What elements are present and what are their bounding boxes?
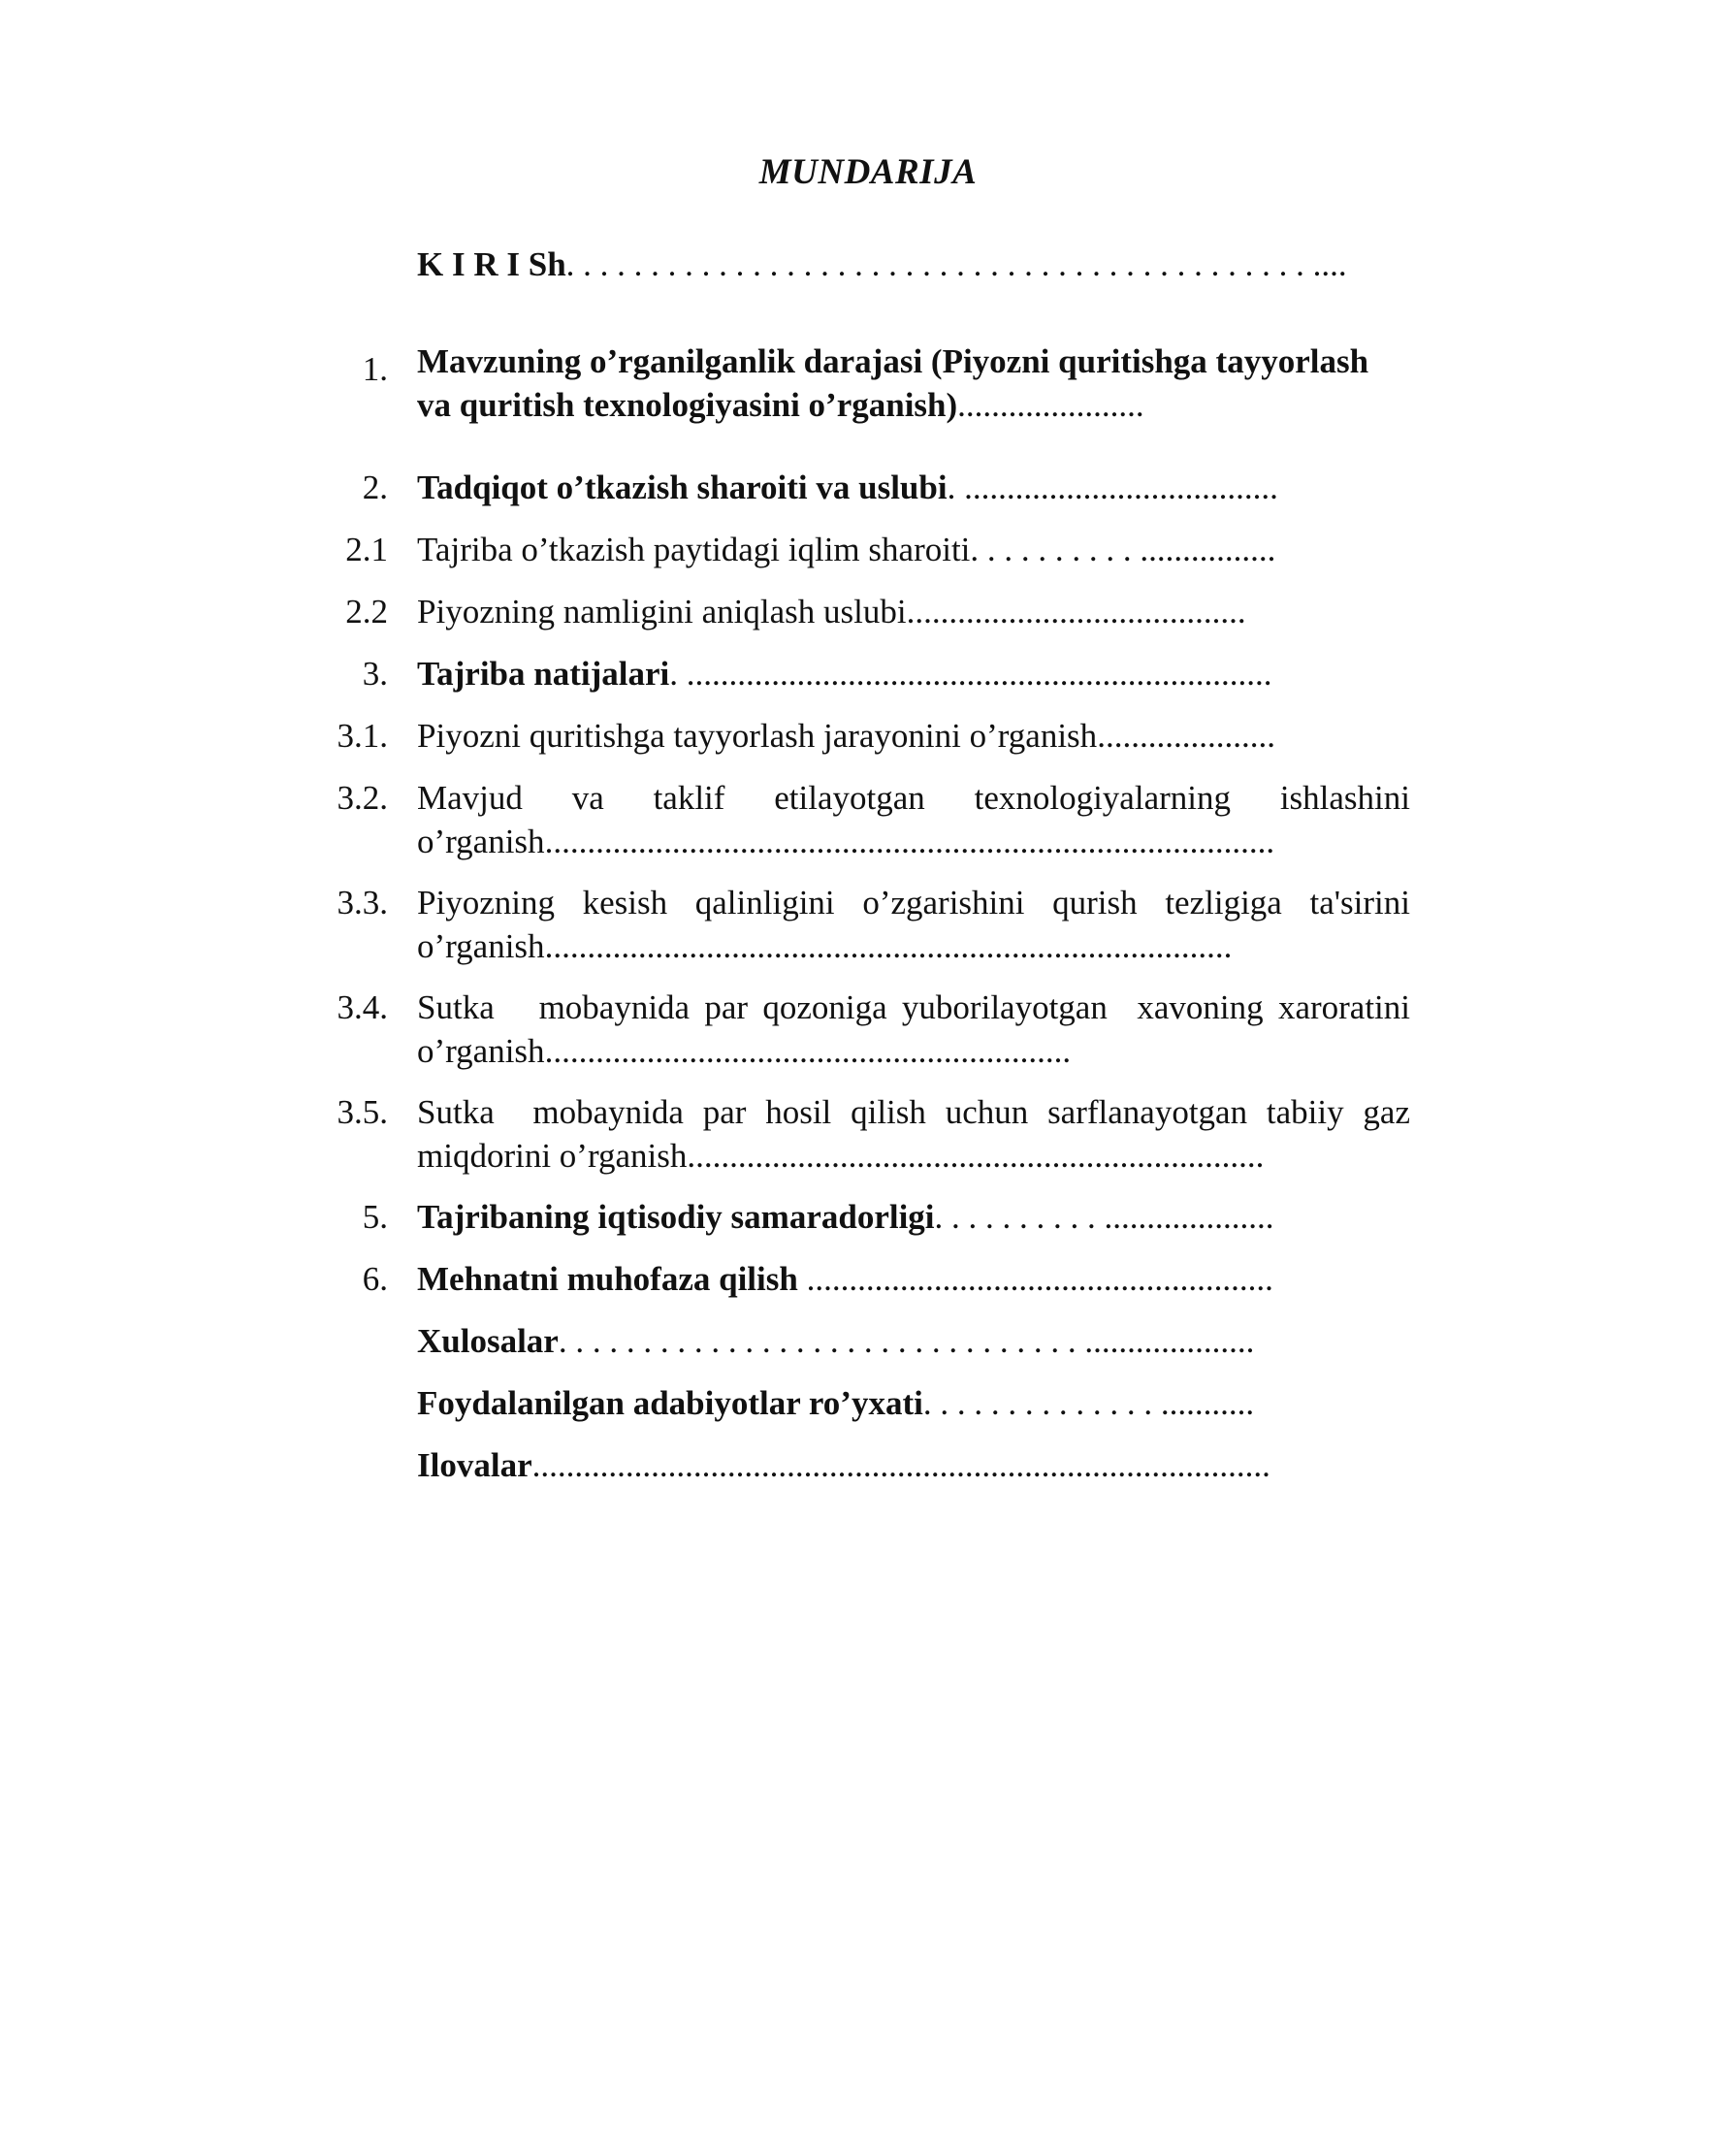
toc-entry-text	[417, 590, 1410, 633]
toc-entry-text	[417, 776, 1410, 863]
toc-entry-leader: . . . . . . . . . . . . . . ...........	[922, 1384, 1255, 1422]
toc-entry-kirish	[281, 242, 1410, 286]
toc-entry-title: Tajriba natijalari	[417, 655, 670, 693]
toc-entry-title: Sutka mobaynida par hosil qilish uchun sarflanayotgan tabiiy gaz miqdorini o’rganish	[417, 1093, 1419, 1175]
toc-entry-2-2	[281, 590, 1410, 633]
toc-entry-text	[417, 1195, 1410, 1239]
page-title: MUNDARIJA	[758, 152, 978, 192]
toc-entry-leader: .................................................................................	[544, 927, 1233, 965]
toc-entry-3-5	[281, 1090, 1419, 1178]
toc-entry-number: 5.	[362, 1198, 388, 1236]
toc-entry-3-1	[281, 714, 1410, 758]
toc-entry-leader: . . . . . . . . . . ................	[970, 531, 1276, 568]
toc-entry-leader: . .....................................................................	[669, 655, 1272, 693]
toc-entry-number: 2.1	[345, 531, 388, 568]
toc-entry-number: 3.5.	[337, 1093, 388, 1131]
toc-entry-leader: . . . . . . . . . . . . . . . . . . . . . . . . . . . . . . . . . . . . . . . . . . . . ....	[565, 245, 1347, 283]
toc-entry-text	[417, 652, 1410, 695]
toc-entry-3-4	[281, 986, 1419, 1073]
toc-entry-number: 1.	[362, 350, 388, 388]
toc-entry-number: 3.2.	[337, 779, 388, 817]
toc-entry-title: Tadqiqot o’tkazish sharoiti va uslubi	[417, 469, 948, 506]
toc-entry-title: Ilovalar	[417, 1446, 532, 1484]
toc-entry-5	[281, 1195, 1410, 1239]
toc-entry-leader: . .....................................	[947, 469, 1278, 506]
toc-entry-title: Mehnatni muhofaza qilish	[417, 1260, 798, 1298]
toc-entry-title: Tajriba o’tkazish paytidagi iqlim sharoiti	[417, 531, 971, 568]
toc-entry-leader: ....................................................................	[687, 1137, 1265, 1175]
toc-entry-leader: ........................................	[906, 593, 1246, 630]
toc-entry-ilovalar	[281, 1443, 1410, 1487]
toc-entry-number: 2.	[362, 469, 388, 506]
toc-entry-number: 2.2	[345, 593, 388, 630]
toc-entry-text	[417, 714, 1410, 758]
toc-entry-text	[417, 986, 1419, 1073]
toc-entry-1	[281, 340, 1410, 427]
toc-entry-text	[417, 1443, 1410, 1487]
toc-entry-text	[417, 242, 1410, 286]
toc-entry-3-2	[281, 776, 1410, 863]
toc-entry-text	[417, 1090, 1419, 1178]
toc-entry-text	[417, 1257, 1410, 1301]
toc-entry-title: Foydalanilgan adabiyotlar ro’yxati	[417, 1384, 923, 1422]
toc-entry-xulosalar	[281, 1319, 1410, 1363]
toc-entry-leader: .......................................................................................	[531, 1446, 1270, 1484]
toc-entry-title: Sutka mobaynida par qozoniga yuborilayotgan xavoning xaroratini o’rganish	[417, 988, 1419, 1070]
toc-entry-number: 6.	[362, 1260, 388, 1298]
toc-entry-2-1	[281, 528, 1410, 571]
toc-entry-title: Piyozning namligini aniqlash uslubi	[417, 593, 907, 630]
toc-entry-3	[281, 652, 1410, 695]
toc-entry-leader: . . . . . . . . . . . . . . . . . . . . . . . . . . . . . . . ....................	[558, 1322, 1255, 1360]
toc-entry-text	[417, 1319, 1410, 1363]
toc-entry-adabiyotlar	[281, 1381, 1410, 1425]
toc-entry-3-3	[281, 881, 1410, 968]
toc-entry-title: Tajribaning iqtisodiy samaradorligi	[417, 1198, 935, 1236]
toc-entry-6	[281, 1257, 1410, 1301]
toc-entry-leader: .......................................................	[797, 1260, 1273, 1298]
toc-entry-number: 3.	[362, 655, 388, 693]
toc-entry-number: 3.1.	[337, 717, 388, 755]
toc-entry-title: Piyozning kesish qalinligini o’zgarishini qurish tezligiga ta'sirini o’rganish	[417, 884, 1410, 965]
toc-entry-text	[417, 466, 1410, 509]
toc-entry-2	[281, 466, 1410, 509]
toc-entry-title: Mavjud va taklif etilayotgan texnologiyalarning ishlashini o’rganish	[417, 779, 1410, 860]
toc-entry-title: K I R I Sh	[417, 245, 566, 283]
toc-entry-number: 3.4.	[337, 988, 388, 1026]
toc-entry-title: Xulosalar	[417, 1322, 559, 1360]
toc-entry-leader: . . . . . . . . . . ....................	[934, 1198, 1274, 1236]
toc-entry-leader: ......................	[957, 386, 1144, 424]
toc-entry-text	[417, 881, 1410, 968]
toc-entry-leader: .....................	[1097, 717, 1275, 755]
toc-entry-text	[417, 340, 1410, 427]
toc-entry-leader: ......................................................................................	[544, 823, 1275, 860]
toc-entry-title: Piyozni quritishga tayyorlash jarayonini o’rganish	[417, 717, 1098, 755]
toc-entry-text	[417, 528, 1410, 571]
toc-entry-leader: ..............................................................	[544, 1032, 1072, 1070]
toc-entry-title: Mavzuning o’rganilganlik darajasi (Piyozni quritishga tayyorlash va quritish texnologiyasini o’rganish)	[417, 342, 1369, 424]
toc-entry-text	[417, 1381, 1410, 1425]
toc-entry-number: 3.3.	[337, 884, 388, 922]
